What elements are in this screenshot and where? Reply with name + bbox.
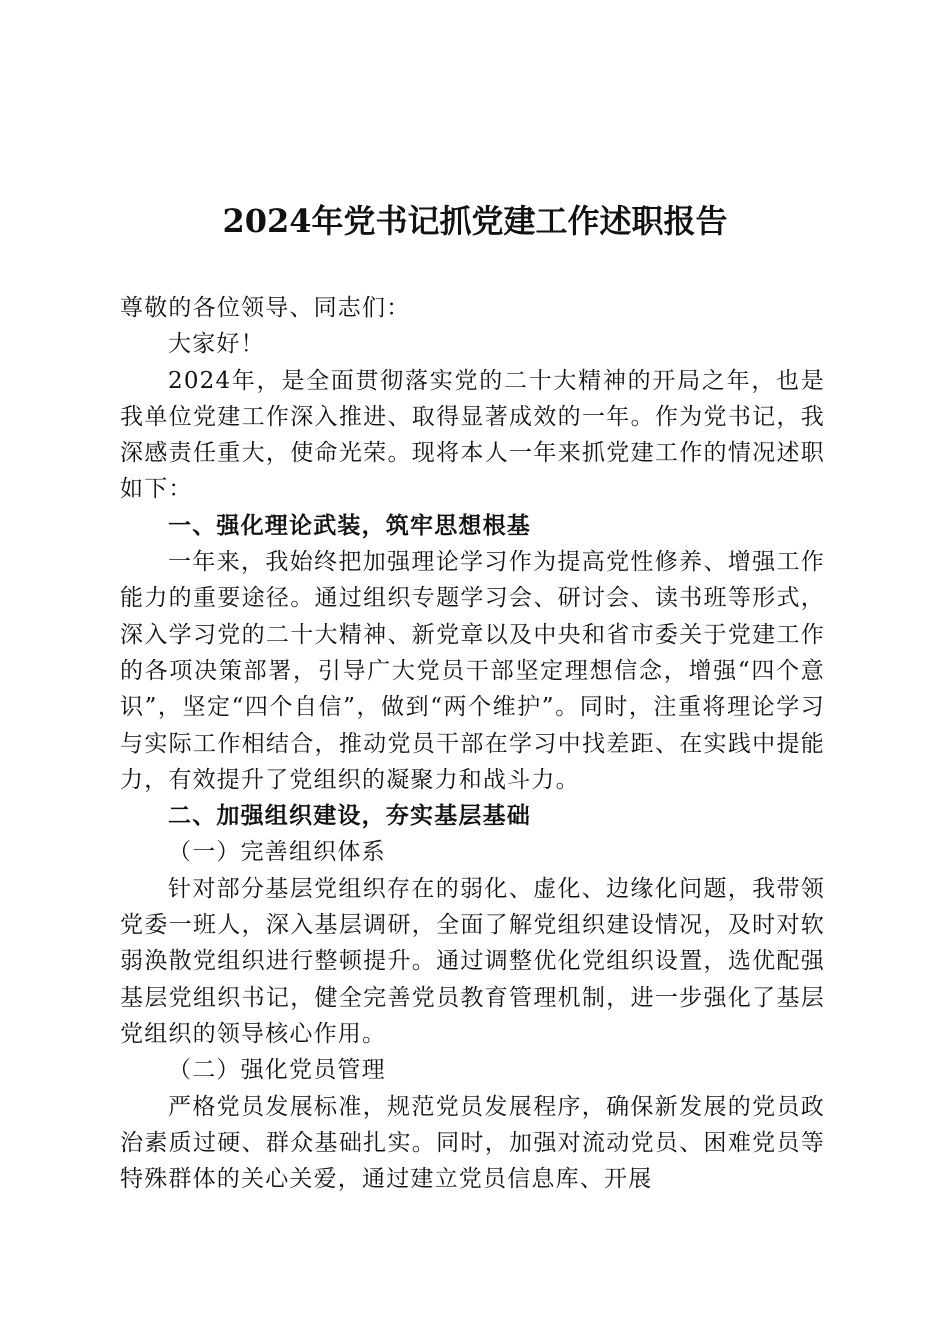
section-1-paragraph: 一年来，我始终把加强理论学习作为提高党性修养、增强工作能力的重要途径。通过组织专题学习会、研讨会、读书班等形式，深入学习党的二十大精神、新党章以及中央和省市委关于党建工作的各项决策部署，引导广大党员干部坚定理想信念，增强“四个意识”，坚定“四个自信”，做到“两个维护”。同时，注重将理论学习与实际工作相结合，推动党员干部在学习中找差距、在实践中提能力，有效提升了党组织的凝聚力和战斗力。 bbox=[120, 549, 825, 793]
section-2-subheading-1: （一）完善组织体系 bbox=[168, 839, 386, 866]
section-2-sub-2-paragraph: 严格党员发展标准，规范党员发展程序，确保新发展的党员政治素质过硬、群众基础扎实。同时，加强对流动党员、困难党员等特殊群体的关心关爱，通过建立党员信息库、开展 bbox=[120, 1093, 825, 1193]
intro-paragraph: 2024年，是全面贯彻落实党的二十大精神的开局之年，也是我单位党建工作深入推进、取得显著成效的一年。作为党书记，我深感责任重大，使命光荣。现将本人一年来抓党建工作的情况述职如下： bbox=[120, 367, 825, 503]
section-2-heading: 二、加强组织建设，夯实基层基础 bbox=[168, 802, 531, 830]
document-body bbox=[120, 290, 825, 1197]
document-title: 2024年党书记抓党建工作述职报告 bbox=[222, 202, 728, 240]
section-2-subheading-2: （二）强化党员管理 bbox=[168, 1057, 386, 1084]
salutation: 尊敬的各位领导、同志们： bbox=[120, 295, 411, 321]
greeting: 大家好！ bbox=[168, 331, 265, 358]
section-1-heading: 一、强化理论武装，筑牢思想根基 bbox=[168, 511, 531, 539]
section-2-sub-1-paragraph: 针对部分基层党组织存在的弱化、虚化、边缘化问题，我带领党委一班人，深入基层调研，全面了解党组织建设情况，及时对软弱涣散党组织进行整顿提升。通过调整优化党组织设置，选优配强基层党组织书记，健全完善党员教育管理机制，进一步强化了基层党组织的领导核心作用。 bbox=[120, 875, 825, 1047]
